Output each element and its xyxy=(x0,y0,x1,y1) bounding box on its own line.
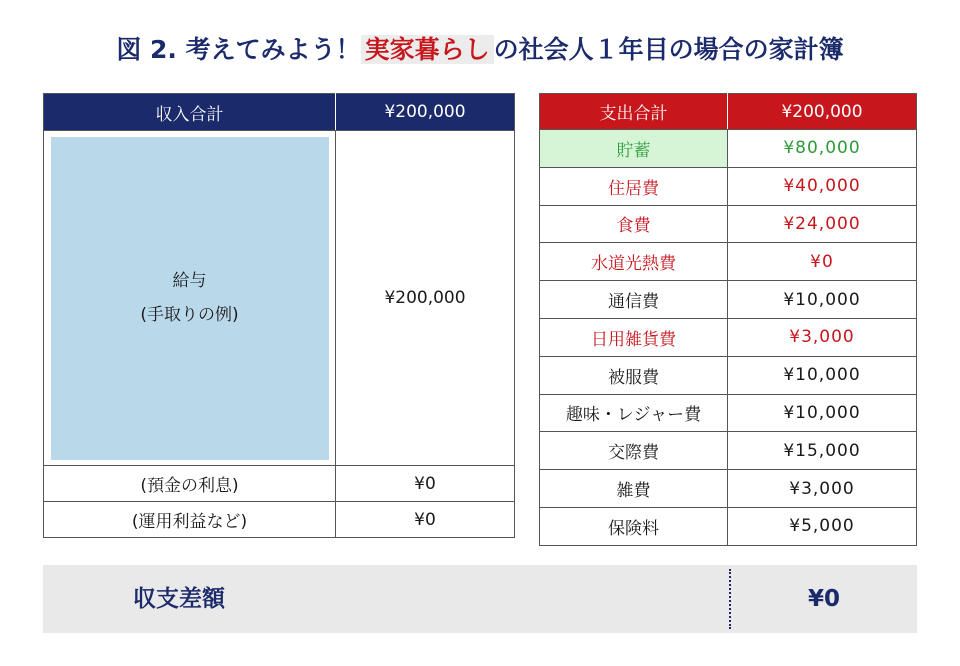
expense-row xyxy=(540,167,917,205)
expense-row xyxy=(540,507,917,545)
balance-value: ¥0 xyxy=(807,586,840,612)
title-suffix: の社会人１年目の場合の家計簿 xyxy=(493,35,844,64)
expense-row-label: 住居費 xyxy=(540,167,728,205)
expense-row-label: 貯蓄 xyxy=(540,130,728,168)
expense-row-value: ¥24,000 xyxy=(728,205,917,243)
expense-row-label: 食費 xyxy=(540,205,728,243)
expense-row-label: 趣味・レジャー費 xyxy=(540,394,728,432)
title-highlight: 実家暮らし xyxy=(361,35,494,64)
income-table xyxy=(43,93,515,538)
expense-row xyxy=(540,205,917,243)
expense-header-label: 支出合計 xyxy=(540,94,728,130)
expense-row xyxy=(540,281,917,319)
salary-box xyxy=(51,137,329,460)
expense-header-value: ¥200,000 xyxy=(728,94,917,130)
income-header-row xyxy=(44,94,515,131)
income-row-label: (預金の利息) xyxy=(44,466,336,502)
expense-row xyxy=(540,130,917,168)
salary-label: 給与 xyxy=(172,271,207,291)
income-row xyxy=(44,466,515,502)
balance-label: 収支差額 xyxy=(133,586,225,612)
salary-cell xyxy=(44,131,336,466)
income-row-value: ¥0 xyxy=(336,466,515,502)
income-row-label: (運用利益など) xyxy=(44,502,336,538)
salary-note: (手取りの例) xyxy=(140,305,239,325)
expense-table xyxy=(539,93,917,546)
salary-value: ¥200,000 xyxy=(336,131,515,466)
salary-row xyxy=(44,131,515,466)
income-row xyxy=(44,502,515,538)
expense-row-value: ¥15,000 xyxy=(728,432,917,470)
expense-row-value: ¥5,000 xyxy=(728,507,917,545)
expense-row-label: 水道光熱費 xyxy=(540,243,728,281)
expense-row-value: ¥10,000 xyxy=(728,356,917,394)
income-header-label: 収入合計 xyxy=(44,94,336,131)
expense-row-label: 日用雑貨費 xyxy=(540,318,728,356)
expense-row xyxy=(540,432,917,470)
expense-row xyxy=(540,318,917,356)
expense-row-label: 雑費 xyxy=(540,470,728,508)
expense-row-value: ¥0 xyxy=(728,243,917,281)
expense-row-label: 被服費 xyxy=(540,356,728,394)
expense-row-label: 保険料 xyxy=(540,507,728,545)
expense-row-value: ¥3,000 xyxy=(728,318,917,356)
expense-row xyxy=(540,243,917,281)
income-row-value: ¥0 xyxy=(336,502,515,538)
expense-row xyxy=(540,356,917,394)
expense-row-value: ¥10,000 xyxy=(728,394,917,432)
page-title xyxy=(0,30,960,66)
expense-row-label: 交際費 xyxy=(540,432,728,470)
expense-row xyxy=(540,394,917,432)
expense-row xyxy=(540,470,917,508)
title-prefix: 図 2. 考えてみよう！ xyxy=(116,35,361,64)
expense-header-row xyxy=(540,94,917,130)
expense-row-label: 通信費 xyxy=(540,281,728,319)
expense-row-value: ¥3,000 xyxy=(728,470,917,508)
income-header-value: ¥200,000 xyxy=(336,94,515,131)
expense-rows xyxy=(540,130,917,546)
expense-row-value: ¥40,000 xyxy=(728,167,917,205)
balance-box xyxy=(43,565,917,633)
expense-row-value: ¥80,000 xyxy=(728,130,917,168)
expense-row-value: ¥10,000 xyxy=(728,281,917,319)
